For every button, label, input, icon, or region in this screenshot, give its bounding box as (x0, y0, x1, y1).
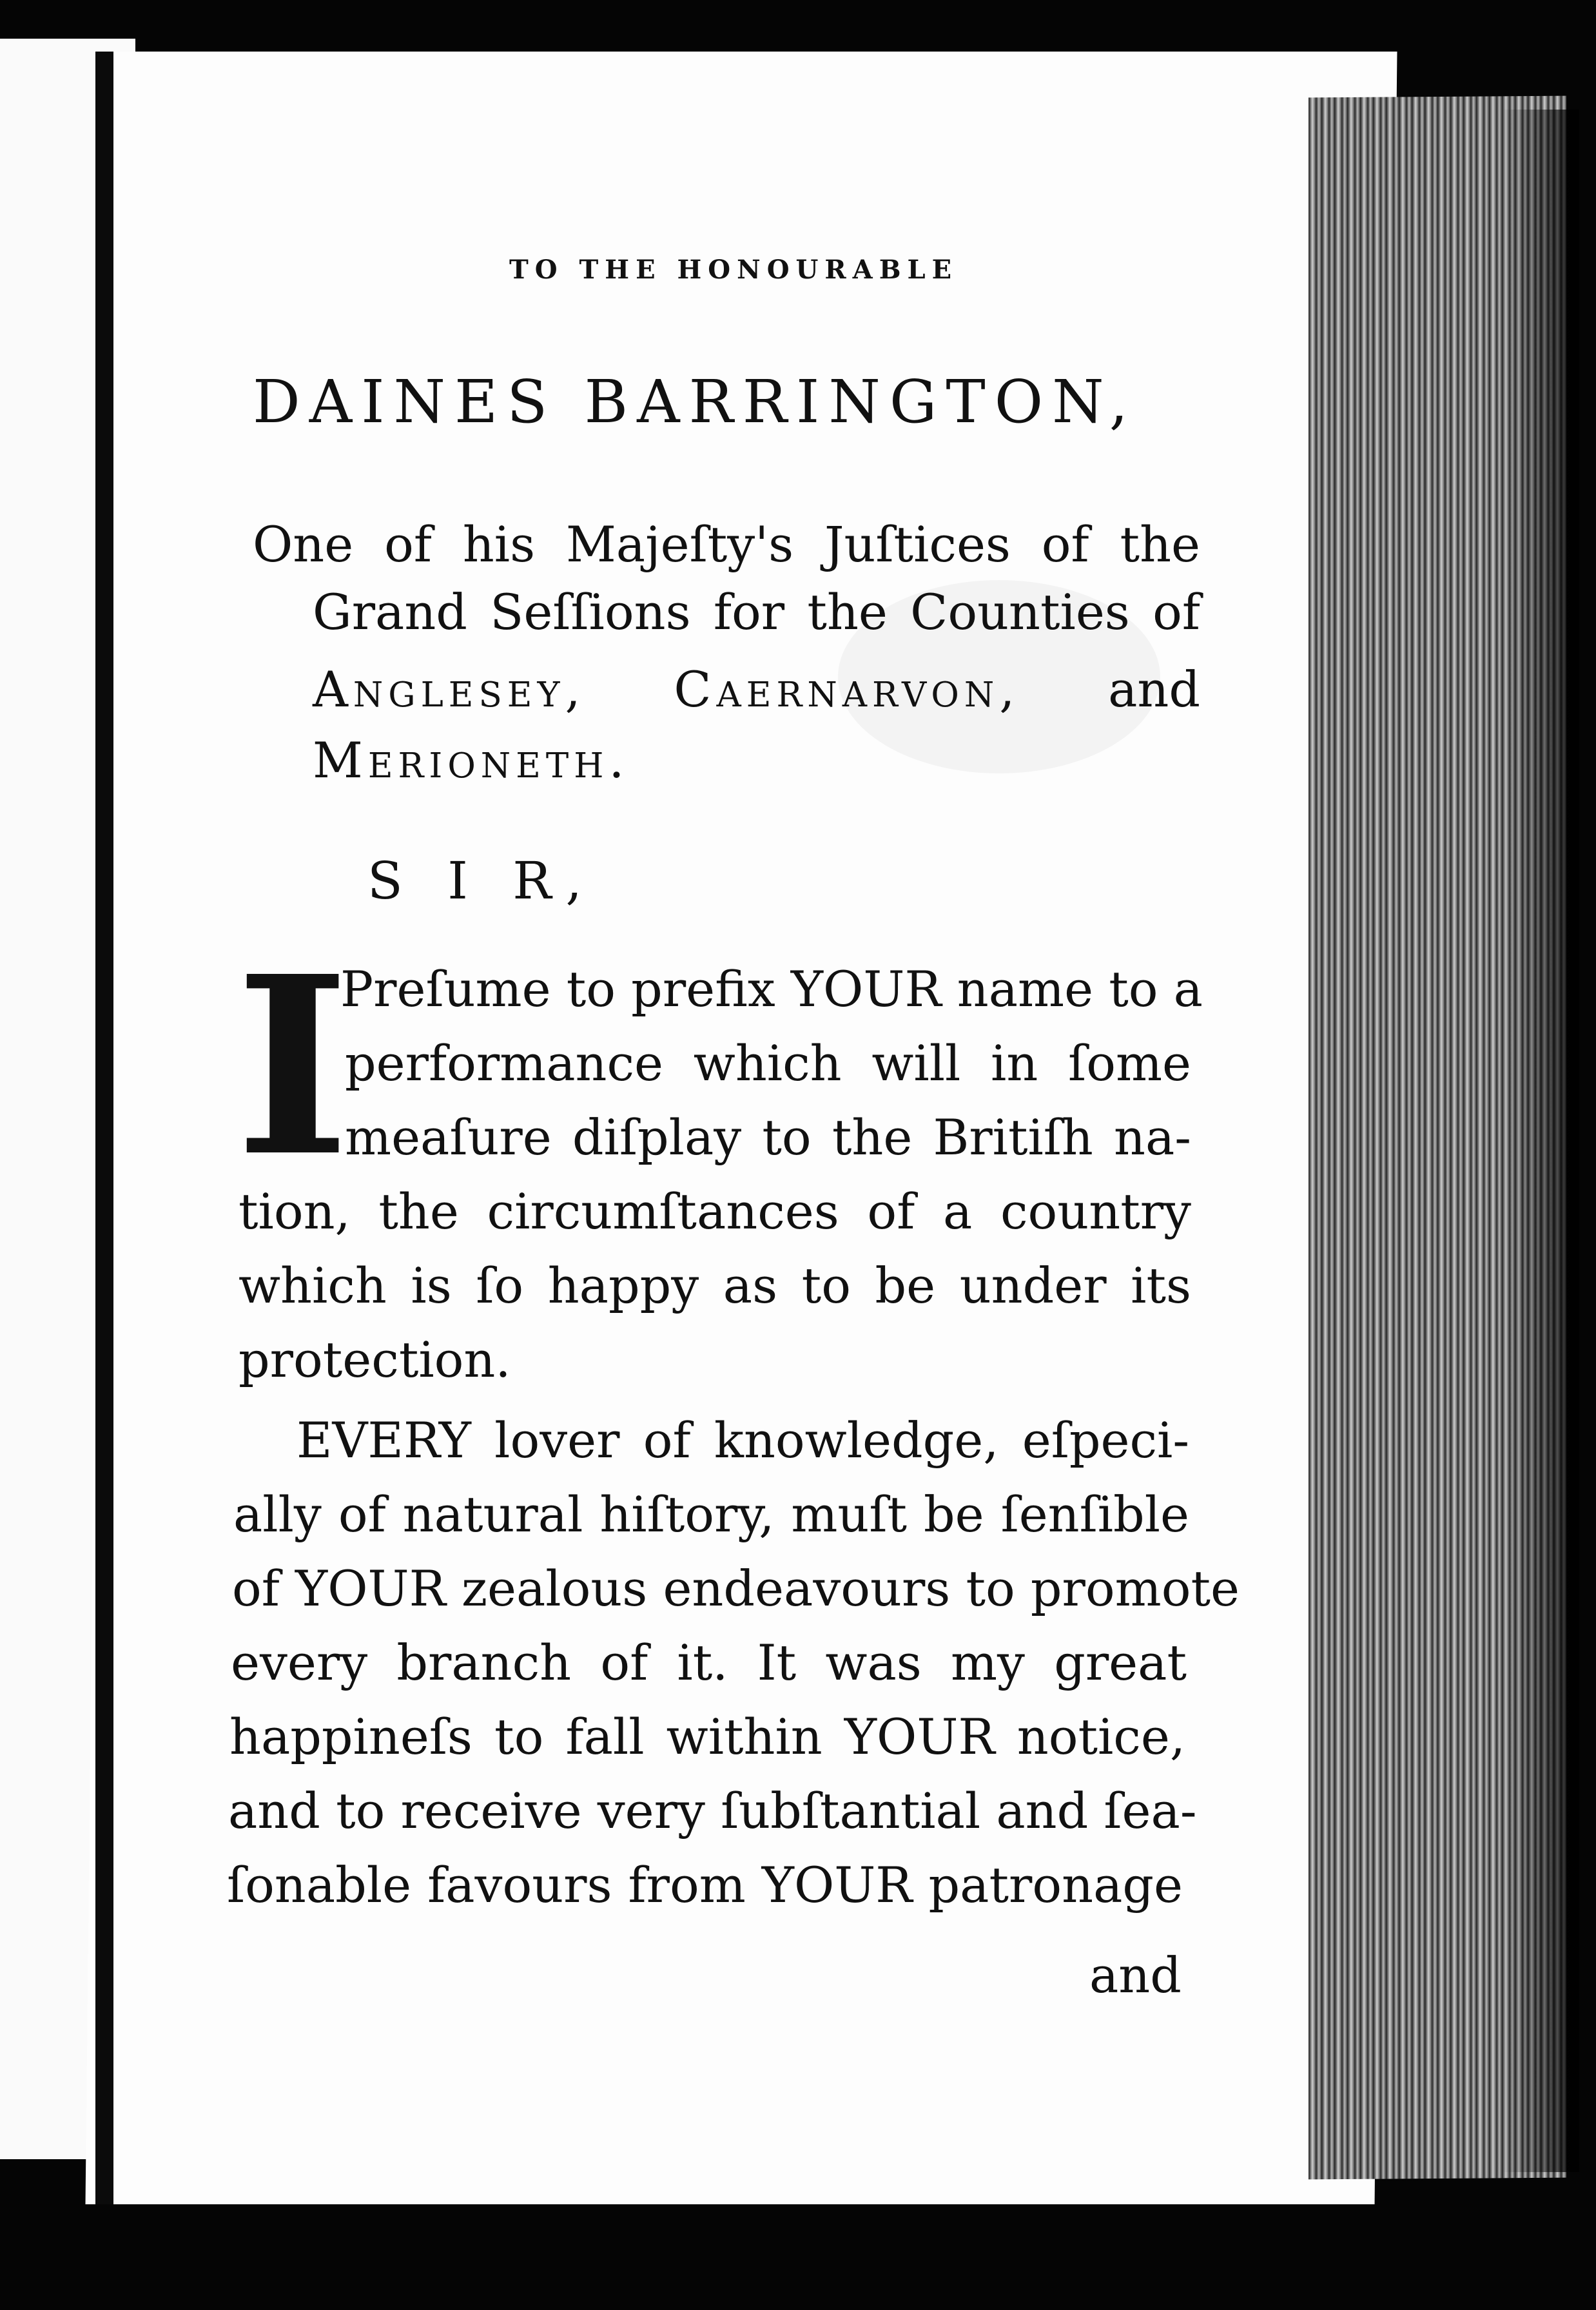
title-line-1: One of his Majeſty's Juſtices of the (253, 516, 1200, 573)
para2-line-7: ſonable favours from YOUR patronage (227, 1856, 1183, 1914)
para1-line-5: which is ſo happy as to be under its (238, 1257, 1191, 1314)
para1-line-4: tion, the circumſtances of a country (238, 1183, 1191, 1240)
county-anglesey: Anglesey, (313, 661, 586, 718)
para1-line-1: Preſume to prefix YOUR name to a (340, 960, 1203, 1018)
counties-and: and (1108, 661, 1200, 718)
para2-line-3: of YOUR zealous endeavours to promote (232, 1560, 1240, 1617)
para1-line-2: performance which will in ſome (345, 1034, 1191, 1092)
county-caernarvon: Caernarvon, (674, 661, 1020, 718)
dedication-header: TO THE HONOURABLE (509, 255, 959, 285)
title-line-2: Grand Seſſions for the Counties of (313, 583, 1200, 641)
counties-line (313, 661, 1200, 718)
dedicatee-name: DAINES BARRINGTON, (253, 367, 1138, 436)
para2-line-5: happineſs to fall within YOUR notice, (229, 1708, 1185, 1765)
gutter-shadow (95, 52, 113, 2204)
catchword: and (1089, 1946, 1182, 2004)
page-edges-shadow (1502, 110, 1579, 2172)
para1-line-3: meaſure diſplay to the Britiſh na- (345, 1109, 1191, 1166)
para2-line-4: every branch of it. It was my great (231, 1634, 1187, 1691)
drop-cap: I (235, 922, 350, 1210)
county-merioneth: Merioneth. (313, 732, 630, 789)
para2-line-2: ally of natural hiſtory, muſt be ſenſible (233, 1486, 1189, 1543)
salutation: S I R, (367, 851, 596, 911)
para2-line-1: EVERY lover of knowledge, eſpeci- (297, 1412, 1189, 1469)
para2-line-6: and to receive very ſubſtantial and ſea- (228, 1782, 1197, 1839)
para1-line-6: protection. (238, 1331, 511, 1388)
